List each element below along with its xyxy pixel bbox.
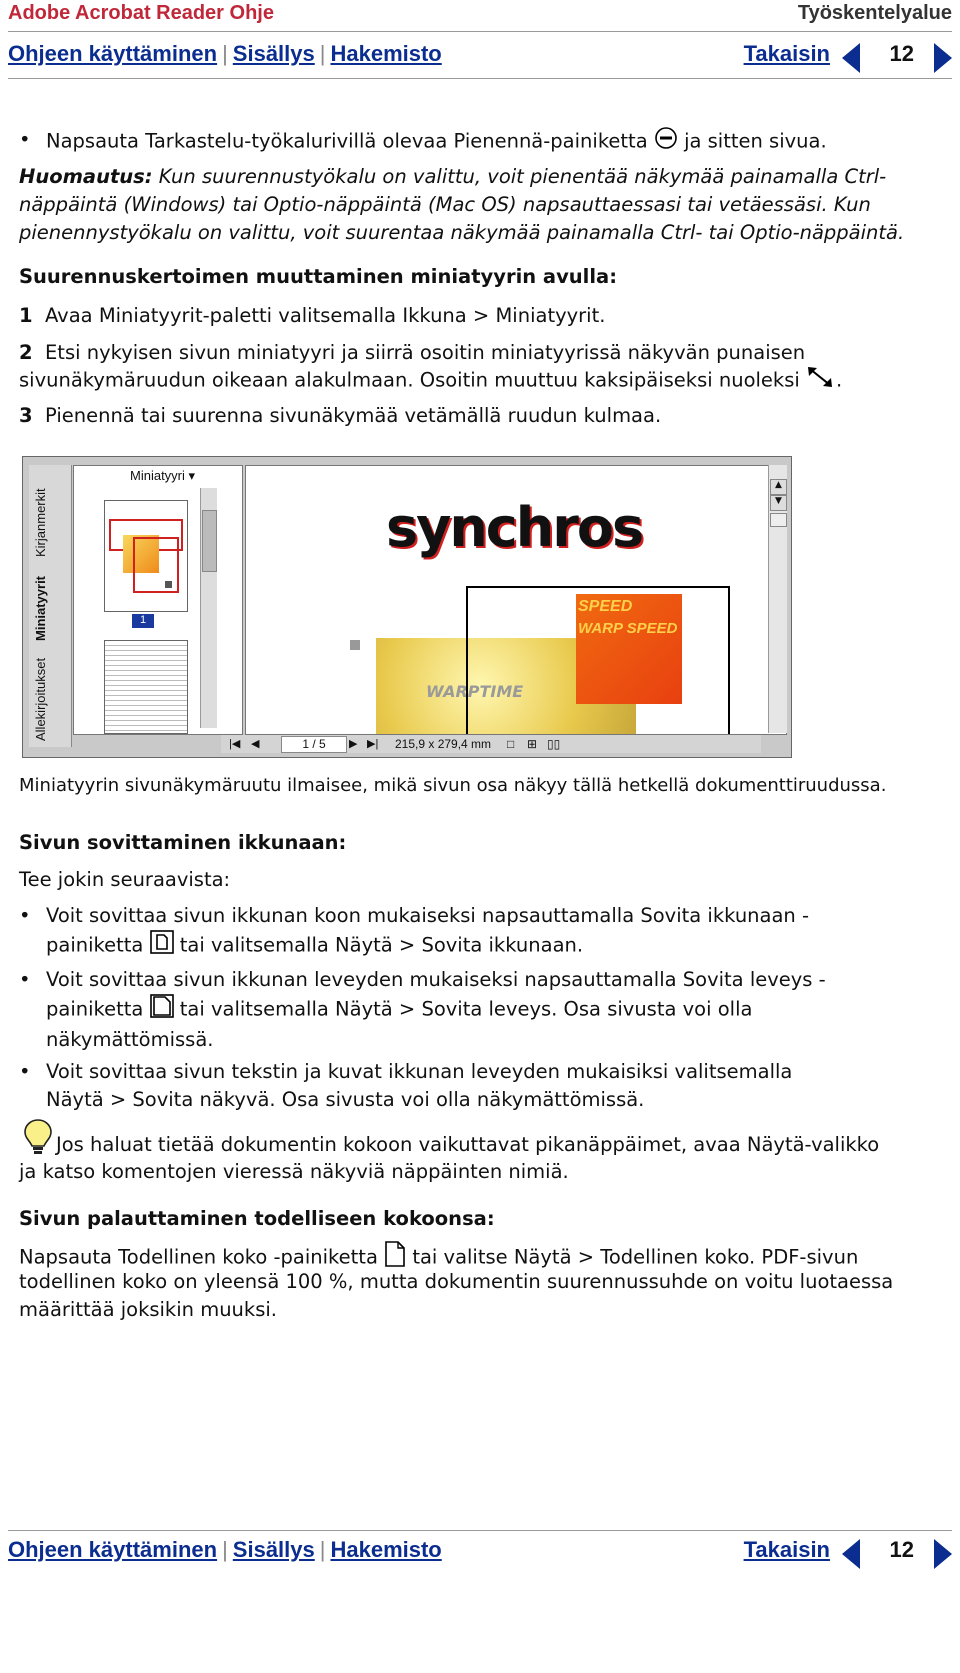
heading-zoom-thumbnail: Suurennuskertoimen muuttaminen miniatyyrin avulla: [19, 265, 617, 288]
first-page-icon[interactable]: |◀ [229, 738, 241, 750]
previous-page-icon[interactable] [842, 1539, 860, 1569]
thumbnail-menu[interactable]: Miniatyyri ▾ [130, 468, 196, 483]
acrobat-screenshot [22, 456, 792, 758]
tab-signatures[interactable]: Allekirjoitukset [33, 657, 48, 741]
next-page-icon[interactable] [934, 43, 952, 73]
scroll-down-icon[interactable]: ▼ [770, 495, 787, 511]
actual-size-line-3: määrittää joksikin muuksi. [19, 1298, 277, 1321]
step-3: 3 Pienennä tai suurenna sivunäkymää vetämällä ruudun kulmaa. [19, 404, 662, 427]
section-title: Työskentelyalue [797, 2, 952, 24]
tab-thumbnails[interactable]: Miniatyyrit [33, 575, 48, 641]
fit-window-icon [150, 930, 174, 962]
step-2: 2 Etsi nykyisen sivun miniatyyri ja siirrä osoitin miniatyyrissä näkyvän punaisen [19, 341, 806, 364]
last-page-icon[interactable]: ▶| [367, 738, 379, 750]
contents-link[interactable]: Sisällys [232, 41, 315, 66]
contents-link[interactable]: Sisällys [232, 1537, 315, 1562]
fit-width-icon [150, 994, 174, 1026]
scroll-thumb[interactable] [202, 510, 217, 572]
thumbnails-panel [73, 465, 243, 735]
page-number: 12 [889, 41, 914, 66]
note-line-2: näppäintä (Windows) tai Optio-näppäintä (Mac OS) napsauttaessasi tai vetäessäsi. Kun [19, 193, 871, 216]
actual-size-line-2: todellinen koko on yleensä 100 %, mutta dokumentin suurennussuhde on voitu luotaessa [19, 1270, 894, 1293]
thumbnail-page-1[interactable] [104, 500, 188, 612]
double-arrow-cursor-icon [806, 365, 836, 397]
note-line-3: pienennystyökalu on valittu, voit suurentaa näkymää painamalla Ctrl- tai Optio-näppäintä. [19, 221, 905, 244]
view-rectangle [466, 586, 730, 735]
chevron-down-icon: ▾ [188, 468, 196, 483]
panel-scrollbar[interactable] [200, 488, 217, 728]
document-scrollbar[interactable] [768, 465, 787, 733]
nav-separator: | [222, 41, 228, 66]
actual-size-line-1: Napsauta Todellinen koko -painiketta tai valitse Näytä > Todellinen koko. PDF-sivun [19, 1241, 858, 1275]
lightbulb-icon [22, 1118, 54, 1162]
document-pane [245, 465, 787, 735]
nav-separator: | [319, 1537, 326, 1562]
intro-text: Tee jokin seuraavista: [19, 868, 231, 891]
app-title: Adobe Acrobat Reader Ohje [8, 2, 274, 24]
thumbnail-number: 1 [132, 614, 154, 628]
tip-line-1: Jos haluat tietää dokumentin kokoon vaikuttavat pikanäppäimet, avaa Näytä-valikko [56, 1133, 880, 1156]
scroll-up-icon[interactable]: ▲ [770, 479, 787, 495]
status-bar [221, 735, 761, 753]
back-link[interactable]: Takaisin [743, 1537, 830, 1562]
bottom-nav [8, 1533, 952, 1569]
zoom-out-icon [654, 126, 678, 158]
thumbnail-page-2[interactable] [104, 640, 188, 734]
speed-image: SPEED WARP SPEED [576, 594, 682, 704]
nav-rule [8, 78, 952, 79]
resize-handle[interactable] [165, 581, 172, 588]
nav-separator: | [222, 1537, 228, 1562]
tab-bookmarks[interactable]: Kirjanmerkit [33, 488, 48, 557]
step-1: 1 Avaa Miniatyyrit-paletti valitsemalla Ikkuna > Miniatyyrit. [19, 304, 606, 327]
continuous-page-icon[interactable]: ⊞ [527, 737, 538, 751]
help-link[interactable]: Ohjeen käyttäminen [8, 41, 218, 66]
page-view-box[interactable] [133, 537, 179, 593]
page-size: 215,9 x 279,4 mm [395, 737, 492, 751]
index-link[interactable]: Hakemisto [330, 1537, 442, 1562]
top-nav [8, 37, 952, 73]
footer-rule [8, 1530, 952, 1531]
figure-caption: Miniatyyrin sivunäkymäruutu ilmaisee, mikä sivun osa näkyy tällä hetkellä dokumenttiruudussa. [19, 775, 887, 796]
warptime-image: WARPTIME [376, 638, 636, 734]
scroll-thumb[interactable] [770, 513, 787, 527]
next-page-icon[interactable] [934, 1539, 952, 1569]
help-link[interactable]: Ohjeen käyttäminen [8, 1537, 218, 1562]
page-number: 12 [889, 1537, 914, 1562]
tip-line-2: ja katso komentojen vieressä näkyviä näppäinten nimiä. [19, 1160, 569, 1183]
page-header [8, 0, 952, 30]
step-2-cont: sivunäkymäruudun oikeaan alakulmaan. Osoitin muuttuu kaksipäiseksi nuoleksi . [19, 365, 842, 397]
navigation-tabs [29, 465, 72, 747]
note-line-1: Huomautus: Kun suurennustyökalu on valittu, voit pienentää näkymää painamalla Ctrl- [19, 165, 887, 188]
next-page-icon[interactable]: ▶ [349, 738, 358, 750]
back-link[interactable]: Takaisin [743, 41, 830, 66]
single-page-icon[interactable]: □ [507, 737, 515, 751]
heading-actual-size: Sivun palauttaminen todelliseen kokoonsa: [19, 1207, 495, 1230]
page-number-field[interactable]: 1 / 5 [281, 736, 347, 753]
header-rule [8, 31, 952, 32]
index-link[interactable]: Hakemisto [330, 41, 442, 66]
heading-fit-window: Sivun sovittaminen ikkunaan: [19, 831, 347, 854]
previous-page-icon[interactable] [842, 43, 860, 73]
facing-page-icon[interactable]: ▯▯ [547, 737, 561, 751]
synchros-logo: synchros [386, 496, 643, 559]
nav-separator: | [319, 41, 326, 66]
previous-page-icon[interactable]: ◀ [251, 738, 260, 750]
